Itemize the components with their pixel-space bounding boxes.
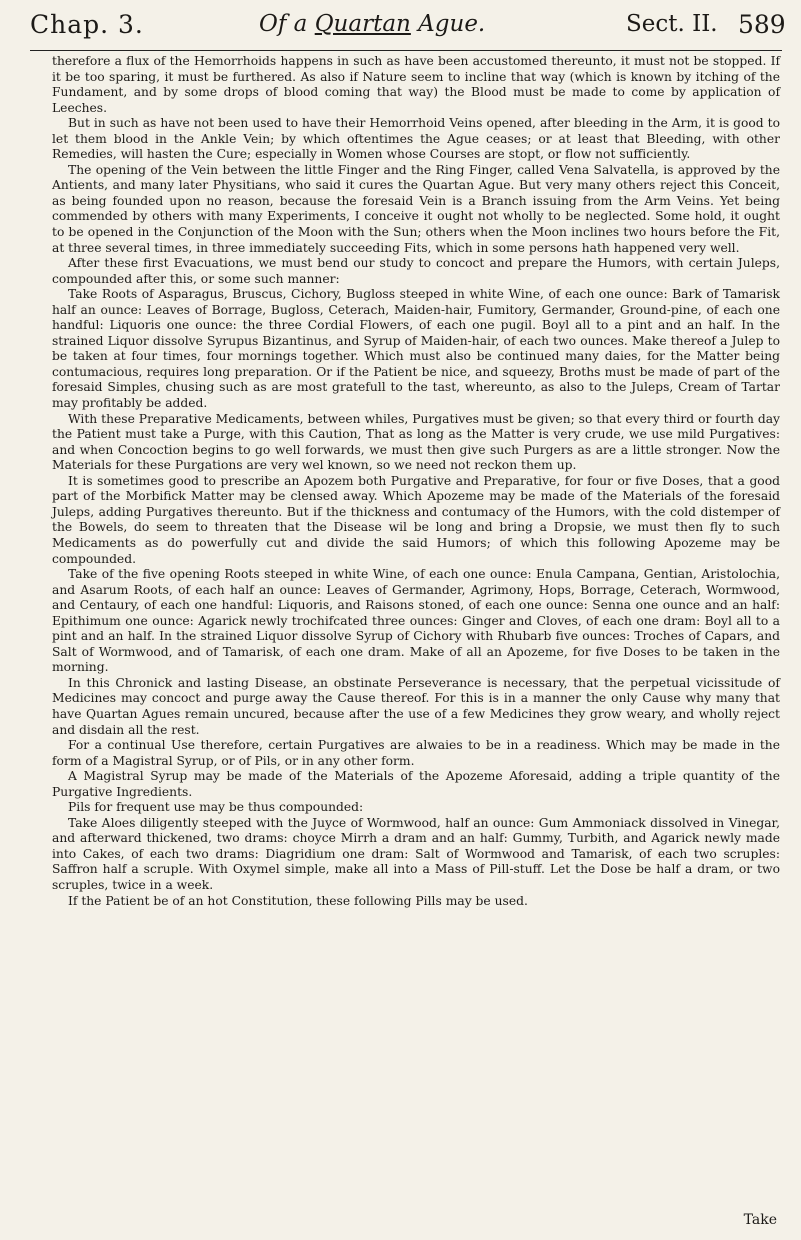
paragraph: The opening of the Vein between the little Finger and the Ring Finger, called Vena Salvatella, is approved by the Antients, and many later Physitians, who said it cures the Quartan Ague. But very many others reject this Conceit, as being founded upon no reason, because the foresaid Vein is a Branch issuing from the Arm Veins. Yet being commended by others with many Experiments, I conceive it ought not wholly to be neglected. Some hold, it ought to be opened in the Conjunction of the Moon with the Sun; others when the Moon inclines two hours before the Fit, at three several times, in three immediately succeeding Fits, which in some persons hath happened very well. [52,162,780,255]
title-suffix: Ague. [410,11,486,37]
paragraph: In this Chronick and lasting Disease, an obstinate Perseverance is necessary, that the perpetual vicissitude of Medicines may concoct and purge away the Cause thereof. For this is in a manner the only Cause why many that have Quartan Agues remain uncured, because after the use of a few Medicines they grow weary, and wholly reject and disdain all the rest. [52,675,780,737]
recipe-paragraph: Take of the five opening Roots steeped in white Wine, of each one ounce: Enula Campana, Gentian, Aristolochia, and Asarum Roots, of each half an ounce: Leaves of Germander, Agrimony, Hops, Borrage, Ceterach, Wormwood, and Centaury, of each one handful: Liquoris, and Raisons stoned, of each one ounce: Senna one ounce and an half: Epithimum one ounce: Agarick newly trochifcated three ounces: Ginger and Cloves, of each one dram: Boyl all to a pint and an half. In the strained Liquor dissolve Syrup of Cichory with Rhubarb five ounces: Troches of Capars, and Salt of Wormwood, and of Tamarisk, of each one dram. Make of all an Apozeme, for five Doses to be taken in the morning. [52,567,780,675]
page-number: 589 [738,10,786,39]
title-underlined-word: Quartan [314,11,411,37]
paragraph: A Magistral Syrup may be made of the Materials of the Apozeme Aforesaid, adding a triple quantity of the Purgative Ingredients. [52,769,780,799]
recipe-paragraph: Take Roots of Asparagus, Bruscus, Cichory, Bugloss steeped in white Wine, of each one ounce: Bark of Tamarisk half an ounce: Leaves of Borrage, Bugloss, Ceterach, Maiden-hair, Fumitory, Germander, Ground-pine, of each one handful: Liquoris one ounce: the three Cordial Flowers, of each one pugil. Boyl all to a pint and an half. In the strained Liquor dissolve Syrupus Bizantinus, and Syrup of Maiden-hair, of each two ounces. Make thereof a Julep to be taken at four times, four mornings together. Which must also be continued many daies, for the Matter being contumacious, requires long preparation. Or if the Patient be nice, and squeezy, Broths must be made of part of the foresaid Simples, chusing such as are most gratefull to the tast, whereunto, as also to the Juleps, Cream of Tartar may profitably be added. [52,287,780,411]
paragraph: For a continual Use therefore, certain Purgatives are alwaies to be in a readiness. Which may be made in the form of a Magistral Syrup, or of Pils, or in any other form. [52,738,780,768]
section-label: Sect. II. [626,11,718,37]
paragraph: Pils for frequent use may be thus compounded: [68,800,364,815]
catchword: Take [743,1212,777,1228]
body-text [52,54,780,909]
paragraph: It is sometimes good to prescribe an Apozem both Purgative and Preparative, for four or five Doses, that a good part of the Morbifick Matter may be clensed away. Which Apozeme may be made of the Materials of the foresaid Juleps, adding Purgatives thereunto. But if the thickness and contumacy of the Humors, with the cold distemper of the Bowels, do seem to threaten that the Disease wil be long and bring a Dropsie, we must then fly to such Medicaments as do powerfully cut and divide the said Humors; of which this following Apozeme may be compounded. [52,473,780,566]
title-prefix: Of a [259,11,315,37]
running-header [30,8,786,51]
paragraph: If the Patient be of an hot Constitution, these following Pills may be used. [68,893,528,908]
recipe-paragraph: Take Aloes diligently steeped with the Juyce of Wormwood, half an ounce: Gum Ammoniack dissolved in Vinegar, and afterward thickened, two drams: choyce Mirrh a dram and an half: Gummy, Turbith, and Agarick newly made into Cakes, of each two drams: Diagridium one dram: Salt of Wormwood and Tamarisk, of each two scruples: Saffron half a scruple. With Oxymel simple, make all into a Mass of Pill-stuff. Let the Dose be half a dram, or two scruples, twice in a week. [52,815,780,892]
running-title [259,11,485,37]
chapter-label: Chap. 3. [30,10,144,39]
paragraph: therefore a flux of the Hemorrhoids happens in such as have been accustomed thereunto, it must not be stopped. If it be too sparing, it must be furthered. As also if Nature seem to incline that way (which is known by itching of the Fundament, and by some drops of blood coming that way) the Blood must be made to come by application of Leeches. [52,54,780,115]
paragraph: After these first Evacuations, we must bend our study to concoct and prepare the Humors, with certain Juleps, compounded after this, or some such manner: [52,256,780,286]
paragraph: But in such as have not been used to have their Hemorrhoid Veins opened, after bleeding in the Arm, it is good to let them blood in the Ankle Vein; by which oftentimes the Ague ceases; or at least that Bleeding, with other Remedies, will hasten the Cure; especially in Women whose Courses are stopt, or flow not sufficiently. [52,116,780,162]
paragraph: With these Preparative Medicaments, between whiles, Purgatives must be given; so that every third or fourth day the Patient must take a Purge, with this Caution, That as long as the Matter is very crude, we use mild Purgatives: and when Concoction begins to go well forwards, we must then give such Purgers as are a little stronger. Now the Materials for these Purgations are very wel known, so we need not reckon them up. [52,411,780,473]
